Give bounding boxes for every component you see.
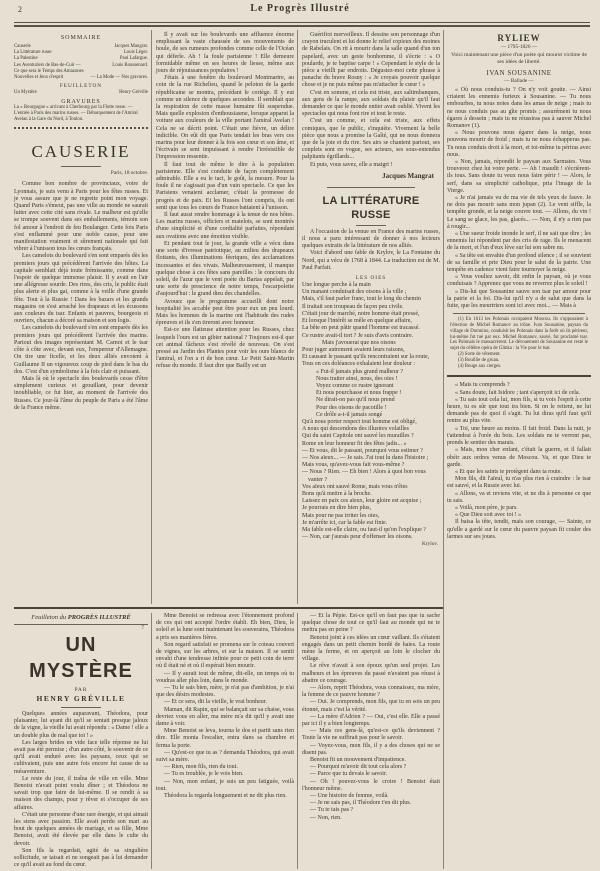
bottom-section <box>14 613 443 869</box>
poem-line: Ce drôle a-t-il jamais songé <box>316 411 383 418</box>
poem-line: Et causant le passant qu'ils rencontraient sur la route, <box>302 354 430 361</box>
paragraph: C'est un comme, et cela est triste, aux effets comiques, que le public, s'inquiète. Vivement la belle pièce que nous a promise la Gaîté, qui ne nous donnera que de la joie et du rire. Ses airs se chantent partout, ses couplets sont en vogue, ses acteurs, ses sous-entendus palpitants égrillards... <box>302 118 440 161</box>
divider <box>61 166 101 167</box>
paragraph: (3) Bouillie de gruau. <box>458 357 500 363</box>
feuilleton-body <box>14 711 148 869</box>
causerie-dateline: Paris, 18 octobre. <box>110 170 148 177</box>
column-3 <box>297 30 443 604</box>
paragraph: Mais là où le spectacle des boulevards cesse d'être simplement curieux et grouillant, pour devenir inoubliable, ce fut hier, au moment de l'arrivée des Russes. Ce jour-là l'âme du peuple de Paris a été l'âme de la France même. <box>14 375 148 411</box>
poem <box>302 282 440 541</box>
divider <box>14 127 148 129</box>
sommaire-item-author: Paul Lafargue. <box>119 56 148 62</box>
paragraph: — Oui. Je comprends, mon fils, que tu en sois un peu étonné, mais c'est la vérité. <box>302 699 440 713</box>
poem-line: Nous traiter ainsi, nous, des oies ! <box>316 375 398 382</box>
paragraph: Les camelots du boulevard s'en sont emparés dès les premiers jours qui précédèrent l'arrivée des hôtes. La capitale semblait déjà toute frémissante, comme dans l'espoir de quelque immense plaisir. Il y avait en l'air une allégresse sourde. Des rires, des cris, le public était plus alerte et plus gai, comme à la veille d'une grande fête. Tout à la Russie ! Dans les bazars et les grands magasins on s'est arraché les drapeaux et les écussons aux couleurs du tsar. Enfants et pauvres, bourgeois et ouvriers, chacun a décoré sa maison et son logis. <box>14 253 148 325</box>
ryliew-intro: Voici maintenant une pièce d'un poète qui mourut victime de ses idées de liberté. <box>451 52 587 65</box>
sommaire-item-author: Henry Gréville <box>119 90 148 96</box>
paragraph: « Sa tête est envahie d'un profond silence ; il se souvient de sa famille et prie Dieu pour le salut de la patrie. Une tempête en cadence vient faire tournoyer la neige. <box>447 252 591 274</box>
sommaire-item-label: Nouvelles et Jeux d'esprit <box>14 75 64 81</box>
paragraph: « Non, jamais, répondit le paysan aux Sarmates. Vous trouverez chez lui votre perte. — Ah ! maudit ! s'écrièrent-ils tous. Sans doute tu veux nous faire périr ! — Alors, le serf, dans sa simplicité catholique, pria l'image de la Vierge. <box>447 159 591 194</box>
paragraph: Maman, dit Rapin, qui se balançait sur sa chaise, vous devriez vous en aller, ma mère m'a dit qu'il y avait une dame à voir. <box>156 706 294 728</box>
sommaire <box>14 35 148 129</box>
sommaire-item-label: Un Mystère <box>14 90 37 96</box>
paragraph: Il y avait sur les boulevards une affluence énorme emplissant la vaste chaussée de ses mouvements de houle, de ses rumeurs profondes comme celle de l'Océan qui déferle. Ah ! la foule parisienne ! Elle demeure formidable même en ses heures de liesse, même aux jours de réjouissances populaires ! <box>156 32 294 75</box>
poem-line: — Non, car j'aurais peur d'offenser les oisons. <box>302 534 413 541</box>
ryliew-dates: — 1795-1826 — <box>500 44 538 50</box>
ryliew-footnotes <box>450 317 588 369</box>
poem-line: Voyez comme ce rustre ignorant <box>316 382 394 389</box>
causerie-title: CAUSERIE <box>31 142 131 162</box>
column-2 <box>151 30 297 604</box>
paragraph: (1) En 1613 les Polonais occupaient Moscou. Ils s'opposaient à l'élection de Michel Romanov au trône. Ivan Sousanine, paysan du village de Domnino, conduisit les Polonais dans la forêt où ils périrent, lui-même fut tué par eux. Michel Romanov, sauvé, fut proclamé tsar. Les Polonais le massacrèrent. Le dévouement de Sousanine est resté le sujet du célèbre opéra de Glinka : la Vie pour le tsar. <box>450 317 588 352</box>
paragraph: — Tu le sais bien, mère, je n'ai pas d'ambition, je n'ai que des désirs modestes. <box>156 685 294 699</box>
poem-line: Qui du saint Capitole ont sauvé les murailles ? <box>302 433 414 440</box>
poem-line: Mais vous, qu'avez-vous fait vous-même ? <box>302 462 405 469</box>
divider <box>356 225 386 226</box>
paragraph: Mme Benoist se redressa avec l'étonnement profond de ces qui ont accepté l'ordre établi. Eh bien, Dieu, le soleil et la lune sont maintenant les souverains, Théodora a pris ses manières fières. <box>156 613 294 641</box>
sommaire-item-author: — La Mode — Nos gravures. <box>90 75 148 81</box>
paragraph: Il faut aussi rendre hommage à la tenue de nos hôtes. Les marins russes, officiers et matelots, se sont montrés d'une simplicité et d'une cordialité parfaites, répondant aux ovations avec une émotion visible. <box>156 212 294 240</box>
paragraph: « Une sueur froide inonde le serf, il ne sait que dire ; les ennemis lui répondent par des cris de rage. Ils le menacent de la mort, et l'un d'eux lève sur lui son sabre nu. <box>447 231 591 252</box>
paragraph: « Vous vouliez savoir, dit enfin le paysan, où je vous conduisais ? Apprenez que vous ne reverrez plus le soleil ! <box>447 274 591 288</box>
sommaire-title: SOMMAIRE <box>60 35 102 41</box>
header-rule <box>14 22 590 23</box>
paragraph: Est-ce une flatteuse attention pour les Russes, chez lesquels l'ours est un gibier national ? Toujours est-il que cet animal fâcheux s'est révélé de nouveau. On s'est pressé au Jardin des Plantes pour voir les ours blancs de l'amiral, et l'on a ri de bon cœur. Le Petit Saint-Martin refuse du monde. Il faut dire que Bailly est un <box>156 327 294 370</box>
top-section <box>14 30 443 604</box>
paragraph: « Nous pouvons nous égarer dans la neige, nous pouvons mourir de froid ; mais tu ne nous échapperas pas. Tu nous conduis droit à la mort, et toi-même tu périras avec nous. <box>447 130 591 158</box>
paragraph: Et puis, vous savez, elle a maigri ! <box>310 161 393 168</box>
sommaire-item-author: Louis Léger. <box>123 50 148 56</box>
paragraph: — Tu te tais pas ? <box>310 807 354 814</box>
litterature-title: LA LITTÉRATURE RUSSE <box>322 194 420 221</box>
paragraph: C'est en somme, et cela est triste, aux saltimbanques, aux gens de la rampe, aux soldats du plaisir qu'il faut demander ce que le monde entier avait oublié. Vivent les spectacles qui nous font rire et tout le reste. <box>302 89 440 118</box>
paragraph: — Non, mon enfant, je suis un peu fatiguée, voilà tout. <box>156 778 294 792</box>
poem-line: Rome en leur honneur fit des fêtes jadis... » <box>302 440 407 447</box>
paragraph: C'était une personne d'une rare énergie, et qui aimait les siens avec passion. Elle avait perdu son mari au bout de quelques années de mariage, et sa fille, Mme Benoist, avait été élevée par elle dans le culte du devoir. <box>14 811 148 847</box>
paragraph: « Voilà, mon père, je pars. <box>455 504 518 511</box>
poem-line: Ne dirait-on pas qu'il nous prend <box>316 397 395 404</box>
paragraph: Le reste du jour, il traîna de ville en ville. Mme Benoist n'avait point voulu dîner ; et Théodora ne savait trop que faire de lui-même. Il se rendit à sa maison des champs, pour y rêver et s'occuper de ses affaires. <box>14 775 148 811</box>
sommaire-item-label: Les Aventuriers de Bas-de-Cuir — Ce que sera le Temps des Amazones <box>14 62 84 74</box>
ryliew-body <box>447 87 591 310</box>
ryliew-subsubtitle: — Ballade — <box>504 78 534 84</box>
paragraph: Comme bon nombre de provinciaux, voire de Lyonnais, je suis venu à Paris pour les fêtes russes. Et je vous assure que je ne regrette point mon voyage. Quand Paris s'émeut, pas une ville au monde ne saurait lutter avec cette cité sans rivale. Le malheur est qu'elle se trompe souvent dans ses emballements, témoin son fol amour à l'endroit de feu Boulanger. Cette fois Paris s'est enflammé pour une noble cause, pour une manifestation vraiment et sûrement nationale qui fait vibrer à l'unisson tous les cœurs français. <box>14 181 148 253</box>
poem-line: A nous qui descendons des illustres volailles <box>302 426 409 433</box>
feuilleton-body-continued <box>156 613 294 800</box>
paragraph: — Je ne sais pas, il Théodore t'en dit plus. <box>310 800 412 807</box>
paragraph: — Pourquoi m'avoir dit tout cela alors ? <box>310 764 407 771</box>
sommaire-item-label: La Littérature russe <box>14 50 52 56</box>
paragraph: « Dis-lui que Sousanine sauve son tsar par amour pour la patrie et la foi. Dis-lui qu'il n'y a de salut que dans la fuite, que les meurtriers sont ici avec moi... — Mais à <box>447 288 591 310</box>
poem-line: Tous en ces doléances exhalaient leur douleur : <box>302 361 416 368</box>
paragraph: « Où nous conduis-tu ? On n'y voit goutte. — Ainsi criaient les ennemis furieux à Sousanine. — Tu nous embourbes, tu nous noies dans les amas de neige ; mais tu ne nous conduis pas au gîte promis ; assurément tu nous égares à dessein ; mais tu ne réussiras pas à sauver Michel Romanov (1). <box>447 87 591 130</box>
paragraph: — Oh ! pouvez-vous le croire ! Benoist était l'honneur même. <box>302 778 440 792</box>
paragraph: — Non, rien. <box>310 814 342 821</box>
paragraph: Théodora la regarda longuement et ne dit plus rien. <box>164 793 287 800</box>
poem-line: Pour juger autrement avaient leurs raisons, <box>302 346 405 353</box>
paragraph: Benoist joint à ces idées un cœur vaillant. Ils s'étaient engagés dans un petit chemin bordé de haies. La route mène la ferme, et on aperçoit au loin le clocher du village. <box>302 634 440 663</box>
page-header <box>0 0 600 30</box>
paragraph: Quelques années auparavant, Théodora, pour plaisanter, lui ayant dit qu'il se sentait presque jaloux de la vigne, la vieille lui avait répondu : « Dame ! elle a un double plus de mal que toi ! » <box>14 711 148 739</box>
poem-line: Une longue perche à la main <box>302 282 371 289</box>
poem-line: Vos aïeux ont sauvé Rome, mais vous n'êtes <box>302 483 408 490</box>
poem-line: Bons qu'à mettre à la broche. <box>302 490 372 497</box>
paragraph: Avouez que le programme accueilli dont notre hospitalité les accable peut être pour eux un peu lourd. Mais les hommes de la marine ont l'habitude des rudes épreuves et ils s'en tireront avec honneur. <box>156 298 294 327</box>
poem-title: LES OIES <box>355 275 387 282</box>
paragraph: Mme Benoist se leva, tourna le dos et partit sans rien dire. Elle monta l'escalier, entra dans sa chambre et ferma la porte. <box>156 728 294 749</box>
poem-line: Mais pour ne pas irriter les oies, <box>302 512 380 519</box>
ryliew-continuation <box>447 382 591 540</box>
sommaire-item <box>14 63 148 75</box>
paragraph: A l'occasion de la venue en France des marins russes, il nous a paru intéressant de donner à nos lecteurs quelques extraits de la littérature de nos alliés. <box>302 228 440 250</box>
feuilleton-heading: FEUILLETON <box>59 83 103 90</box>
paragraph: Guérifiot merveilleux. Il dessine son personnage d'un crayon truculent et lui donne le relief copieux des moines de Rabelais. On rit à mourir dans la salle quand d'un ton papelard, avec un geste bonhomme, il s'écrie : « O poularde, je te baptise carpe ! » Cependant le style de la pièce a vieilli par endroits. Dégustez-moi cette phrase à panache du brave Rosny : « Je croyais pouvoir quelque chose et je ne puis même pas m'attacher le cœur ! » <box>302 32 440 89</box>
paragraph: Son fils la regardait, agité de sa singulière sollicitude, se taisait et ne songeait pas à lui demander ce qu'il avait au fond du cœur. <box>14 847 148 869</box>
paragraph: — Rien, mon fils, rien du tout. <box>164 764 238 771</box>
paragraph: Et pendant tout le jour, la grande ville a vécu dans une sorte d'ivresse patriotique, au milieu des drapeaux flottants, des illuminations féeriques, des acclamations incessantes et des vivats. Malheureusement, il manque quelque chose à ces fêtes sans pareilles : le concours du soleil, de l'azur que le vent poète du Bartas appelait, par une sorte de prescience de notre temps, l'escarpolette d'aujourd'hui : le grand dieu des chandelles. <box>156 240 294 298</box>
feuilleton-label-paper: PROGRÈS ILLUSTRÉ <box>67 614 131 621</box>
paragraph: J'étais à une fenêtre du boulevard Montmartre, au coin de la rue Richelieu, quand le peloton de la garde républicaine se montra, précédant le cortège. Il y eut comme un silence de quelques secondes. Il semblait que la respiration de cette masse humaine fût suspendue. Mais quelle explosion d'enthousiasme, lorsque apparut la voiture aux couleurs de la ville portant l'amiral Avelan ! Cela ne se décrit point. C'était une fièvre, un délire indicible. On eût dit que Paris tendait les bras vers ces marins pour leur donner à la fois son cœur et son âme, et l'écrivain se sent impuissant à rendre l'irrésistible de l'impression ressentie. <box>156 75 294 161</box>
poem-line: Pour des oisons de pacotille ! <box>316 404 387 411</box>
sommaire-item <box>14 90 148 96</box>
page-body <box>14 30 600 869</box>
paragraph: « Toi, une heure au moins. Il fait froid. Dans la nuit, je t'attendrai à l'orée du bois. Les soldats ne te verront pas, prends le sentier des marais. <box>447 425 591 447</box>
poem-line: Qu'à nous porter respect tout homme est obligé, <box>302 418 417 425</box>
poem-line: Il traitait son troupeau de façon peu civile. <box>302 303 404 310</box>
paragraph: — Et la Pépie. Est-ce qu'il en faut pas que tu sache quelque chose de tout ce qu'il faut au monde qui ne te mettra pas en peine ? <box>302 613 440 634</box>
paragraph: Les camelots du boulevard s'en sont emparés dès les premiers jours qui précédèrent l'arrivée des marins. Partout des images représentant M. Carnot et le tsar côte à côte avec, devant eux, l'empereur d'Allemagne. On tire une ficelle, et les deux alliés envoient à Guillaume II un vigoureux coup de pied dans le bas du dos. C'est d'un symbolisme à la fois clair et puissant. <box>14 325 148 375</box>
paragraph: (2) Sorte de vêtement. <box>458 352 501 358</box>
paragraph: « Sans doute, fait Isidore ; tant s'aperçoit ici de cela. <box>455 389 581 396</box>
paragraph: Les larges brides en vide face telle réponse ne lui avait pas été permise ; d'un autre côté, le souvenir de ce qu'il avait enduré avec les paysans, ceux qui se cultivaient, puis une autre fois encore fut cause de sa mésaventure. <box>14 739 148 775</box>
paragraph: « Je n'ai jamais vu de ma vie de tels yeux de fauve. Je ne dois pas mourir sans mon jupan (2). Le vent siffle, la tempête gronde, et la neige couvre tout. — Allons, du vin ! Le sang se glace, les pas, glacés... — Non, il n'y a rien pas à rougir... <box>447 195 591 230</box>
paragraph: (4) Bouge aux cierges. <box>458 363 502 369</box>
paragraph: « Allons, va et reviens vite, et ne dis à personne ce que tu sais. <box>447 490 591 504</box>
causerie-body <box>14 181 148 412</box>
poem-line: C'était jour de marché, notre homme était pressé, <box>302 310 420 317</box>
feuilleton-label <box>14 613 148 622</box>
sommaire-item-author: Jacques Mangrat. <box>114 44 148 49</box>
feuilleton-column-1 <box>14 613 148 869</box>
poem-line: « Fut-il jamais plus grand malheur ? <box>316 368 403 375</box>
feuilleton-title: UN MYSTÈRE <box>29 634 133 682</box>
left-section <box>14 30 443 869</box>
divider <box>327 187 415 188</box>
paragraph: — Parce que tu devais le savoir. <box>310 771 388 778</box>
paragraph: « Et que les saints te protègent dans ta route. <box>455 468 562 475</box>
poem-line: Mais j'avouerai que nos oisons <box>322 339 396 346</box>
poem-line: Ma fable est-elle claire, ou faut-il qu'on l'explique ? <box>302 526 426 533</box>
feuilleton-label-prefix: Feuilleton du <box>31 614 67 621</box>
poem-line: Je m'arrête ici, car la fable est finie. <box>302 519 388 526</box>
sommaire-item-label: Causerie <box>14 44 31 49</box>
sommaire-item <box>14 75 148 81</box>
paragraph: — Alors, reprit Théodora, vous connaissez, ma mère, la femme de ce pauvre homme ? <box>302 685 440 699</box>
paragraph: Son regard satisfait se promena sur le coteau couvert de vignes, sur les arbres, et sur la maison. Il se sentit envahi d'une tendresse infinie pour ce petit coin de terre où il était né et où il espérait bien mourir. <box>156 641 294 670</box>
poem-line: — Nous ? Rien. — Eh bien ! Alors à quoi bon vous vanter ? <box>302 469 426 483</box>
paragraph: « Que Dieu soit avec toi ! » <box>455 512 522 519</box>
header-rule-double <box>14 25 590 27</box>
paragraph: — Qu'est-ce que tu as ? demanda Théodora, qui avait suivi sa mère. <box>156 749 294 764</box>
gravures-text: La « Bourgogne » arrivant à Cherbourg par la Flotte russe. — L'entrée à Paris des marins russes. — Débarquement de l'Amiral Avelan à la Gare du Nord, à Toulon. <box>14 105 138 123</box>
page-number: 2 <box>18 5 22 14</box>
paragraph: Il baisa la tête, tendit, mais son courage, — Sainte, ce qu'elle a gardé sur le cœur du pauvre paysan fit couler des larmes sur ses joues. <box>447 519 591 540</box>
paragraph: — Mais ces gens-là, qu'est-ce qu'ils deviennent ? Toute la vie ne suffirait pas pour le savoir. <box>302 728 440 742</box>
feuilleton-number: 7 <box>141 625 144 631</box>
paragraph: Le rêve n'avait à son époux qu'un seul projet. Les malheurs et les épreuves du passé n'avaient pas réussi à abattre ce courage. <box>302 663 440 684</box>
divider <box>61 707 101 708</box>
paragraph: — Et ce sera, dit la vieille, le vrai bonheur. <box>164 699 267 706</box>
poem-line: Je pourrais en dire bien plus, <box>302 505 371 512</box>
feuilleton-body-end <box>302 613 440 822</box>
section-divider <box>447 375 591 377</box>
poem-line: Mais, s'il faut parler franc, tout le long du chemin <box>302 296 421 303</box>
poem-author: Krylov. <box>422 541 438 548</box>
poem-line: Et lorsque l'intérêt se mêle en quelque affaire, <box>302 318 412 325</box>
section-divider <box>14 607 443 609</box>
poem-line: La bête en peut pâtir quand l'homme est tracassé. <box>302 325 420 332</box>
feuilleton-column-3 <box>297 613 443 869</box>
poem-line: Un manant conduisait des oisons à la ville ; <box>302 289 407 296</box>
ryliew-subtitle: IVAN SOUSANINE <box>486 69 552 77</box>
paragraph: Voici d'abord une fable de Krylov, le La Fontaine du Nord, qui a vécu de 1768 à 1844. La traduction est de M. Paul Parfait. <box>302 250 440 271</box>
feuilleton-by: PAR <box>74 687 88 693</box>
feuilleton-author: HENRY GRÉVILLE <box>36 694 126 703</box>
paragraph: « Mais tu comprends ? <box>455 382 510 389</box>
feuilleton-column-2 <box>151 613 297 869</box>
causerie-body-continued <box>156 32 294 371</box>
paragraph: — Une histoire de femme, voilà. <box>310 793 389 800</box>
paragraph: — Tu es troublée, je le vois bien. <box>164 771 244 778</box>
paragraph: Il faut tout de même le dire à la population parisienne. Elle s'est conduite de façon complètement admirable. Elle a eu le tact, le goût, la mesure. Pour la foule il ne s'agissait pas d'un vain spectacle. Ce que les Parisiens venaient acclamer, c'était la promesse de progrès et de paix. Et les Russes l'ont compris, ils ont senti que tous les cœurs de France battaient à l'unisson. <box>156 161 294 211</box>
poem-line: — Nos aïeux... — Je sais. J'ai tout lu dans l'histoire ; <box>302 454 429 461</box>
column-1 <box>14 30 148 412</box>
divider <box>453 313 585 314</box>
newspaper-title: Le Progrès Illustré <box>250 3 350 14</box>
sommaire-item-label: La Palestine <box>14 56 38 62</box>
litterature-intro <box>302 229 440 272</box>
poem-line: — Et vous, dit le passant, pourquoi vous estimer ? <box>302 447 423 454</box>
gravures-heading: GRAVURES <box>61 99 101 106</box>
paragraph: — La mère d'Adrien ? — Oui, c'est elle. Elle a passé par ici il y a bien longtemps. <box>302 713 440 728</box>
poem-line: Ce rustre avait-il tort ? Je suis d'avis contraire. <box>302 332 414 339</box>
causerie-body-end <box>302 32 440 169</box>
paragraph: Benoist fit un mouvement d'impatience. <box>310 757 406 764</box>
ryliew-title: RYLIEW <box>497 33 541 43</box>
paragraph: « Mais, mon cher enfant, c'était la guerre, et il fallait obéir aux ordres venus de Moscou. Va, et que Dieu te garde. <box>447 447 591 468</box>
poem-line: Laissez en paix ces aïeux, leur gloire est acquise ; <box>302 498 422 505</box>
poem-line: Et nous pourchasse et nous frappe ! <box>316 390 402 397</box>
causerie-signature: Jacques Mangrat <box>382 171 434 180</box>
sommaire-list <box>14 44 148 81</box>
paragraph: Mon fils, dit l'aïeul, tu n'as plus rien à craindre : le tsar est sauvé, et la Russie avec lui. <box>447 476 591 490</box>
paragraph: — Voyez-vous, mon fils, il y a des choses qui ne se disent pas. <box>302 742 440 756</box>
paragraph: « Tu sais tout cela lui, mon fils, si tu vois l'esprit à cette heure, tu es sûr que tout ira bien. Si on le retient, ne lui demande pas de quoi il s'agit. Tu lui diras qu'il faut qu'il rentre au plus vite. <box>447 396 591 425</box>
sommaire-item-author: Louis Boussenard. <box>112 62 148 68</box>
column-4 <box>443 30 591 869</box>
paragraph: — Il y aurait tout de même, dit-elle, un temps où tu voudras aller plus loin, dans le monde. <box>156 670 294 684</box>
